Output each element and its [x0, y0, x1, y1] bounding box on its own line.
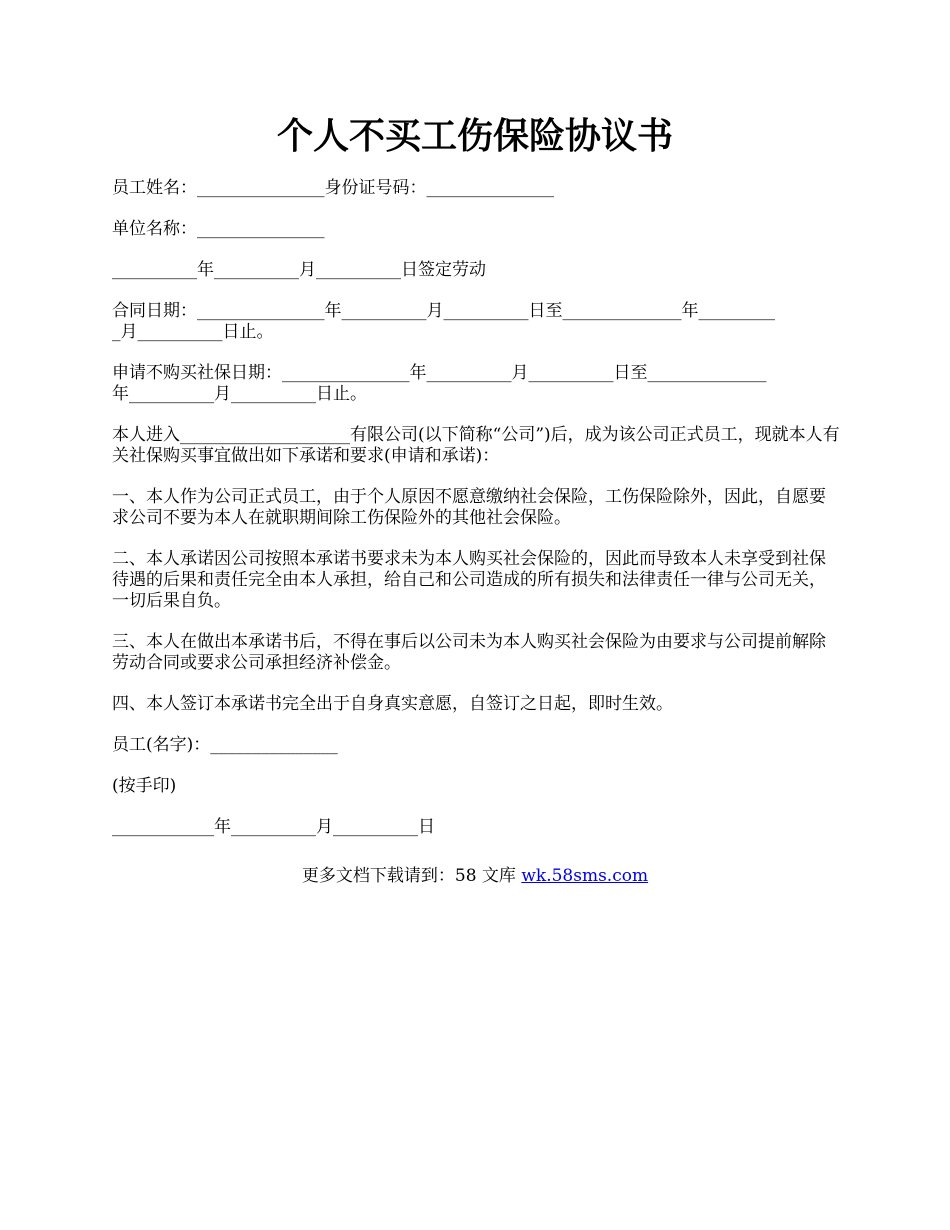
paragraph-no-insurance-period: 申请不购买社保日期：_______________年__________月__________日至______________ 年__________月__________日止。: [112, 363, 767, 404]
paragraph-signature: 员工(名字)：_______________: [112, 735, 338, 755]
paragraph-sign-date: ____________年__________月__________日: [112, 817, 435, 837]
paragraph-fingerprint: (按手印): [112, 776, 177, 796]
document-title: 个人不买工伤保险协议书: [276, 115, 673, 157]
document-body: [112, 178, 840, 858]
paragraph-contract-sign-date: __________年__________月__________日签定劳动: [112, 260, 486, 280]
paragraph-clause-3: 三、本人在做出本承诺书后，不得在事后以公司未为本人购买社会保险为由要求与公司提前解除劳动合同或要求公司承担经济补偿金。: [112, 632, 826, 673]
footer-link[interactable]: wk.58sms.com: [521, 866, 649, 886]
paragraph-clause-4: 四、本人签订本承诺书完全出于自身真实意愿，自签订之日起，即时生效。: [112, 694, 673, 714]
footer-text: 更多文档下载请到：58 文库: [301, 866, 522, 886]
paragraph-employee-name: 员工姓名：_______________身份证号码：_______________: [112, 178, 554, 198]
paragraph-clause-1: 一、本人作为公司正式员工，由于个人原因不愿意缴纳社会保险，工伤保险除外，因此，自愿要求公司不要为本人在就职期间除工伤保险外的其他社会保险。: [112, 487, 826, 528]
paragraph-contract-period: 合同日期：_______________年__________月__________日至______________年_________ _月__________日止。: [112, 301, 775, 342]
paragraph-clause-2: 二、本人承诺因公司按照本承诺书要求未为本人购买社会保险的，因此而导致本人未享受到社保待遇的后果和责任完全由本人承担，给自己和公司造成的所有损失和法律责任一律与公司无关，一切后果自负。: [112, 549, 826, 611]
footer: [0, 866, 950, 887]
paragraph-company-name: 单位名称：_______________: [112, 219, 325, 239]
paragraph-intro: 本人进入____________________有限公司(以下简称“公司”)后，成为该公司正式员工，现就本人有关社保购买事宜做出如下承诺和要求(申请和承诺)：: [112, 425, 840, 466]
